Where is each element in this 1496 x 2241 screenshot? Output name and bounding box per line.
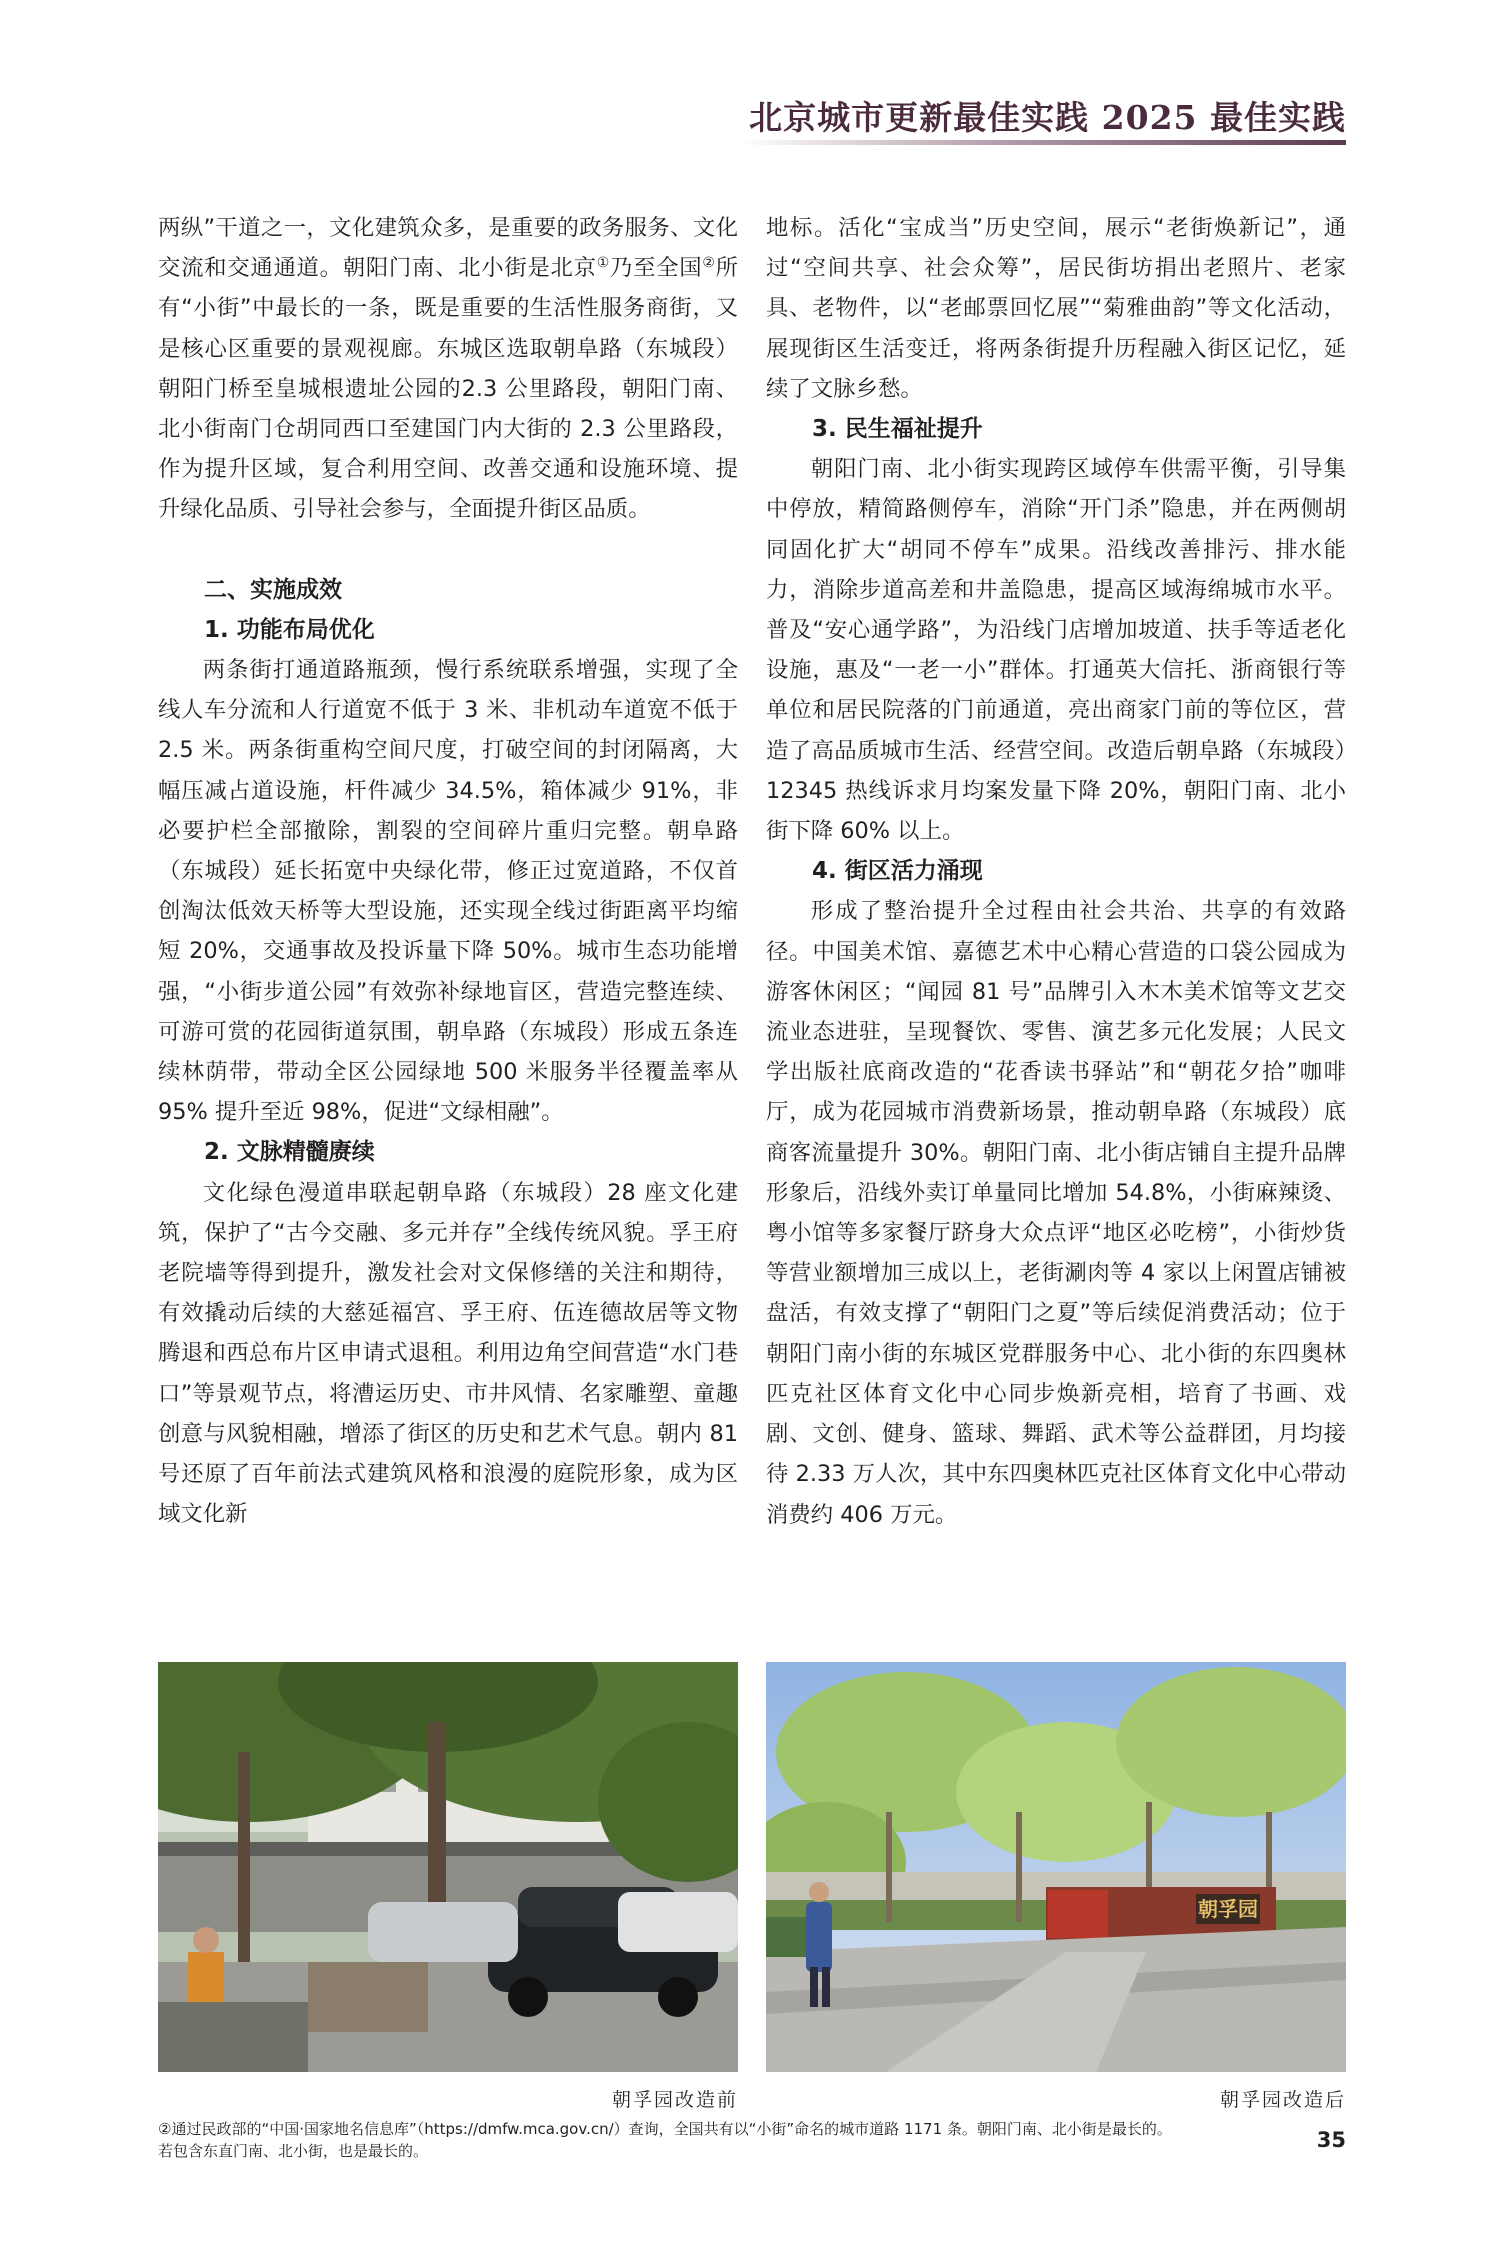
photo-before-caption: 朝孚园改造前 [611, 2089, 738, 2111]
right-column [766, 208, 1346, 1535]
section-heading: 二、实施成效 [204, 576, 342, 603]
footnote [158, 2118, 1268, 2162]
footnote-line: ②通过民政部的“中国·国家地名信息库”（https://dmfw.mca.gov.cn/）查询，全国共有以“小街”命名的城市道路 1171 条。朝阳门南、北小街是最长的。 [158, 2120, 1172, 2138]
garden-sign-text: 朝孚园 [1198, 1897, 1258, 1921]
footnote-marker-1[interactable]: ① [596, 255, 610, 272]
street-photo-before [158, 1662, 738, 2072]
subheading-4: 4. 街区活力涌现 [812, 858, 983, 885]
paragraph: 两纵”干道之一，文化建筑众多，是重要的政务服务、文化交流和交通通道。朝阳门南、北小街是北京①乃至全国②所有“小街”中最长的一条，既是重要的生活性服务商街，又是核心区重要的景观视廊。东城区选取朝阜路（东城段）朝阳门桥至皇城根遗址公园的2.3 公里路段，朝阳门南、北小街南门仓胡同西口至建国门内大街的 2.3 公里路段，作为提升区域，复合利用空间、改善交通和设施环境、提升绿化品质、引导社会参与，全面提升街区品质。 [158, 215, 739, 523]
header-rule [740, 140, 1346, 145]
page-number: 35 [1316, 2128, 1346, 2152]
left-column [158, 208, 738, 1535]
paragraph: 形成了整治提升全过程由社会共治、共享的有效路径。中国美术馆、嘉德艺术中心精心营造的口袋公园成为游客休闲区；“闻园 81 号”品牌引入木木美术馆等文艺交流业态进驻，呈现餐饮、零售、演艺多元化发展；人民文学出版社底商改造的“花香读书驿站”和“朝花夕拾”咖啡厅，成为花园城市消费新场景，推动朝阜路（东城段）底商客流量提升 30%。朝阳门南、北小街店铺自主提升品牌形象后，沿线外卖订单量同比增加 54.8%，小街麻辣烫、粤小馆等多家餐厅跻身大众点评“地区必吃榜”，小街炒货等营业额增加三成以上，老街涮肉等 4 家以上闲置店铺被盘活，有效支撑了“朝阳门之夏”等后续促消费活动；位于朝阳门南小街的东城区党群服务中心、北小街的东四奥林匹克社区体育文化中心同步焕新亮相，培育了书画、戏剧、文创、健身、篮球、舞蹈、武术等公益群团，月均接待 2.33 万人次，其中东四奥林匹克社区体育文化中心带动消费约 406 万元。 [766, 898, 1346, 1528]
photo-after-caption: 朝孚园改造后 [1219, 2089, 1346, 2111]
subheading-1: 1. 功能布局优化 [204, 616, 375, 643]
photo-after-renovation [766, 1662, 1346, 2072]
subheading-3: 3. 民生福祉提升 [812, 416, 983, 443]
paragraph: 文化绿色漫道串联起朝阜路（东城段）28 座文化建筑，保护了“古今交融、多元并存”全线传统风貌。孚王府老院墙等得到提升，激发社会对文保修缮的关注和期待，有效撬动后续的大慈延福宫、孚王府、伍连德故居等文物腾退和西总布片区申请式退租。利用边角空间营造“水门巷口”等景观节点，将漕运历史、市井风情、名家雕塑、童趣创意与风貌相融，增添了街区的历史和艺术气息。朝内 81 号还原了百年前法式建筑风格和浪漫的庭院形象，成为区域文化新 [158, 1179, 738, 1528]
photo-before-renovation [158, 1662, 738, 2072]
footnote-marker-2[interactable]: ② [702, 255, 716, 272]
paragraph: 两条街打通道路瓶颈，慢行系统联系增强，实现了全线人车分流和人行道宽不低于 3 米、非机动车道宽不低于 2.5 米。两条街重构空间尺度，打破空间的封闭隔离，大幅压减占道设施，杆件减少 34.5%，箱体减少 91%，非必要护栏全部撤除，割裂的空间碎片重归完整。朝阜路（东城段）延长拓宽中央绿化带，修正过宽道路，不仅首创淘汰低效天桥等大型设施，还实现全线过街距离平均缩短 20%，交通事故及投诉量下降 50%。城市生态功能增强，“小街步道公园”有效弥补绿地盲区，营造完整连续、可游可赏的花园街道氛围，朝阜路（东城段）形成五条连续林荫带，带动全区公园绿地 500 米服务半径覆盖率从 95% 提升至近 98%，促进“文绿相融”。 [158, 657, 738, 1126]
running-header-title: 北京城市更新最佳实践 2025 最佳实践 [749, 98, 1346, 137]
paragraph: 地标。活化“宝成当”历史空间，展示“老街焕新记”，通过“空间共享、社会众筹”，居民街坊捐出老照片、老家具、老物件，以“老邮票回忆展”“菊雅曲韵”等文化活动，展现街区生活变迁，将两条街提升历程融入街区记忆，延续了文脉乡愁。 [766, 215, 1346, 402]
paragraph: 朝阳门南、北小街实现跨区域停车供需平衡，引导集中停放，精简路侧停车，消除“开门杀”隐患，并在两侧胡同固化扩大“胡同不停车”成果。沿线改善排污、排水能力，消除步道高差和井盖隐患，提高区域海绵城市水平。普及“安心通学路”，为沿线门店增加坡道、扶手等适老化设施，惠及“一老一小”群体。打通英大信托、浙商银行等单位和居民院落的门前通道，亮出商家门前的等位区，营造了高品质城市生活、经营空间。改造后朝阜路（东城段）12345 热线诉求月均案发量下降 20%，朝阳门南、北小街下降 60% 以上。 [766, 456, 1346, 845]
street-photo-after [766, 1662, 1346, 2072]
subheading-2: 2. 文脉精髓赓续 [204, 1139, 375, 1166]
footnote-line: 若包含东直门南、北小街，也是最长的。 [158, 2142, 429, 2160]
